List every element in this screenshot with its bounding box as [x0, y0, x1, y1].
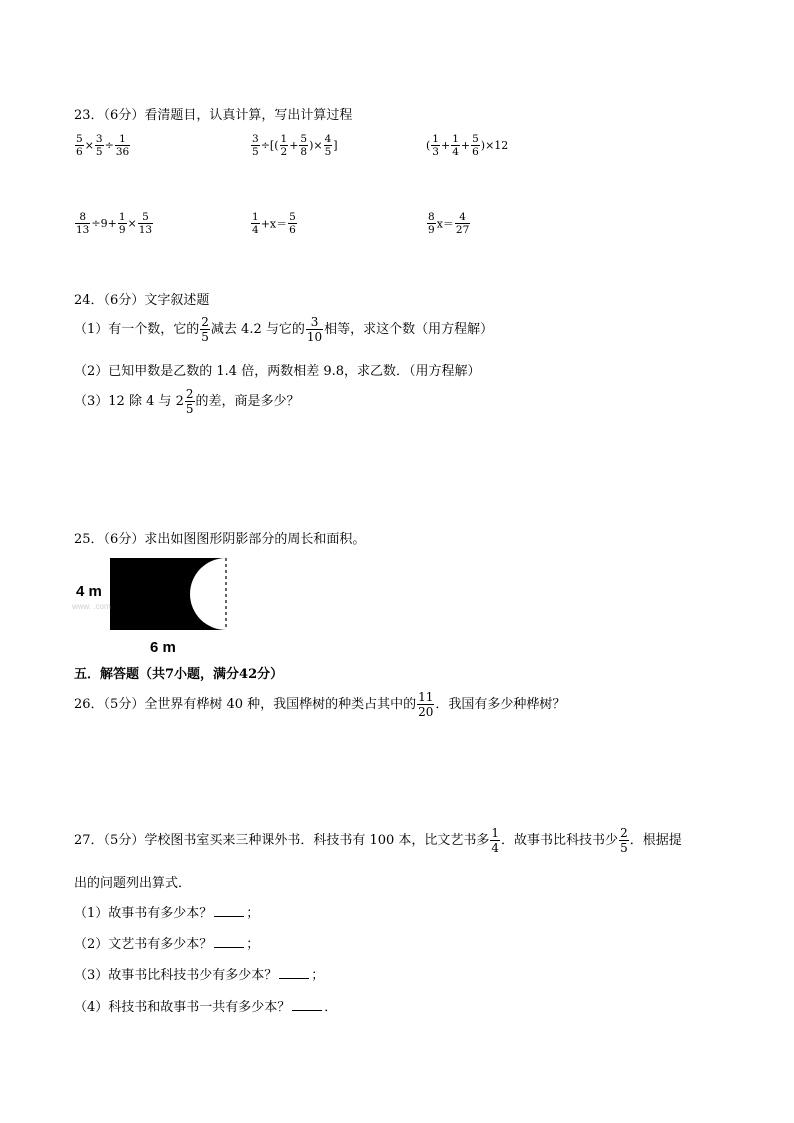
fraction: $\frac{8}{9}$ [428, 211, 435, 236]
q25-heading: 25．（6分）求出如图图形阴影部分的周长和面积。 [74, 532, 366, 547]
operator: x＝ [436, 217, 454, 231]
operator: ÷ [104, 139, 114, 152]
q27-sub-1: （1）故事书有多少本？ ； [74, 906, 260, 921]
operator: )×12 [480, 139, 509, 152]
q27-sub-2: （2）文艺书有多少本？ ； [74, 937, 260, 952]
section-heading: 五．解答题（共7小题，满分42分） [74, 667, 284, 682]
q24-sub-1: （1）有一个数，它的 $\frac{2}{5}$ 减去 4.2 与它的 $\frac{3}{10}$ 相等，求这个数（用方程解） [74, 315, 494, 344]
fraction: $\frac{8}{13}$ [76, 211, 90, 236]
answer-blank[interactable] [214, 946, 244, 948]
q27-sub-3: （3）故事书比科技书少有多少本？ ； [74, 968, 325, 983]
fraction: $\frac{1}{2}$ [280, 133, 288, 158]
fraction: $\frac{2}{5}$ [620, 826, 628, 855]
fraction: $\frac{1}{4}$ [452, 133, 459, 158]
operator: +x＝ [260, 217, 288, 231]
fraction: $\frac{1}{3}$ [432, 133, 439, 158]
q23-expr-5 [250, 211, 298, 236]
fraction: $\frac{1}{4}$ [491, 826, 500, 855]
fraction: $\frac{1}{9}$ [118, 211, 126, 236]
fraction: $\frac{5}{8}$ [300, 133, 308, 158]
fraction: $\frac{3}{5}$ [95, 133, 103, 158]
fraction: $\frac{1}{4}$ [252, 211, 259, 236]
fraction: $\frac{2}{5}$ [185, 387, 194, 416]
q23-heading: 23．（6分）看清题目，认真计算，写出计算过程 [74, 108, 353, 123]
q23-expr-1 [74, 133, 131, 158]
fraction: $\frac{3}{5}$ [252, 133, 259, 158]
fraction: $\frac{5}{6}$ [289, 211, 296, 236]
operator: )× [309, 139, 323, 152]
fraction: $\frac{4}{5}$ [324, 133, 332, 158]
operator: + [289, 139, 299, 152]
q23-expr-3 [426, 133, 508, 158]
height-label: 4 m [76, 583, 102, 600]
q24-heading: 24．（6分）文字叙述题 [74, 293, 210, 308]
fraction: $\frac{11}{20}$ [418, 690, 434, 719]
fraction: $\frac{4}{27}$ [455, 211, 470, 236]
operator: + [440, 139, 451, 152]
operator: ( [426, 139, 431, 152]
answer-blank[interactable] [279, 977, 309, 979]
fraction: $\frac{3}{10}$ [306, 315, 323, 344]
answer-blank[interactable] [214, 915, 244, 917]
operator: ÷[( [260, 139, 279, 152]
fraction: $\frac{5}{6}$ [472, 133, 479, 158]
q23-expr-6 [426, 211, 471, 236]
q23-expr-2 [250, 133, 338, 158]
operator: + [460, 139, 471, 152]
fraction: $\frac{1}{36}$ [115, 133, 130, 158]
shaded-figure [70, 552, 240, 657]
operator: ] [333, 139, 338, 152]
q24-sub-2: （2）已知甲数是乙数的 1.4 倍，两数相差 9.8，求乙数．（用方程解） [74, 364, 481, 379]
q27-sub-4: （4）科技书和故事书一共有多少本？ ． [74, 1000, 338, 1015]
q27-line-1: 27．（5分）学校图书室买来三种课外书．科技书有 100 本，比文艺书多 $\frac{1}{4}$ ．故事书比科技书少 $\frac{2}{5}$ ．根据提 [74, 826, 682, 855]
operator: × [127, 217, 137, 230]
operator: ÷9+ [91, 217, 117, 230]
watermark: www. .com [72, 602, 111, 611]
q27-line-2: 出的问题列出算式． [74, 876, 192, 891]
width-label: 6 m [150, 639, 176, 656]
q24-sub-3: （3）12 除 4 与 2 $\frac{2}{5}$ 的差，商是多少？ [74, 387, 300, 416]
fraction: $\frac{5}{13}$ [138, 211, 153, 236]
answer-blank[interactable] [292, 1009, 322, 1011]
q23-expr-4 [74, 211, 154, 236]
fraction: $\frac{2}{5}$ [201, 315, 209, 344]
q26-text: 26．（5分）全世界有桦树 40 种，我国桦树的种类占其中的 $\frac{11}{20}$ ．我国有多少种桦树？ [74, 690, 566, 719]
operator: × [84, 139, 94, 152]
fraction: $\frac{5}{6}$ [76, 133, 83, 158]
